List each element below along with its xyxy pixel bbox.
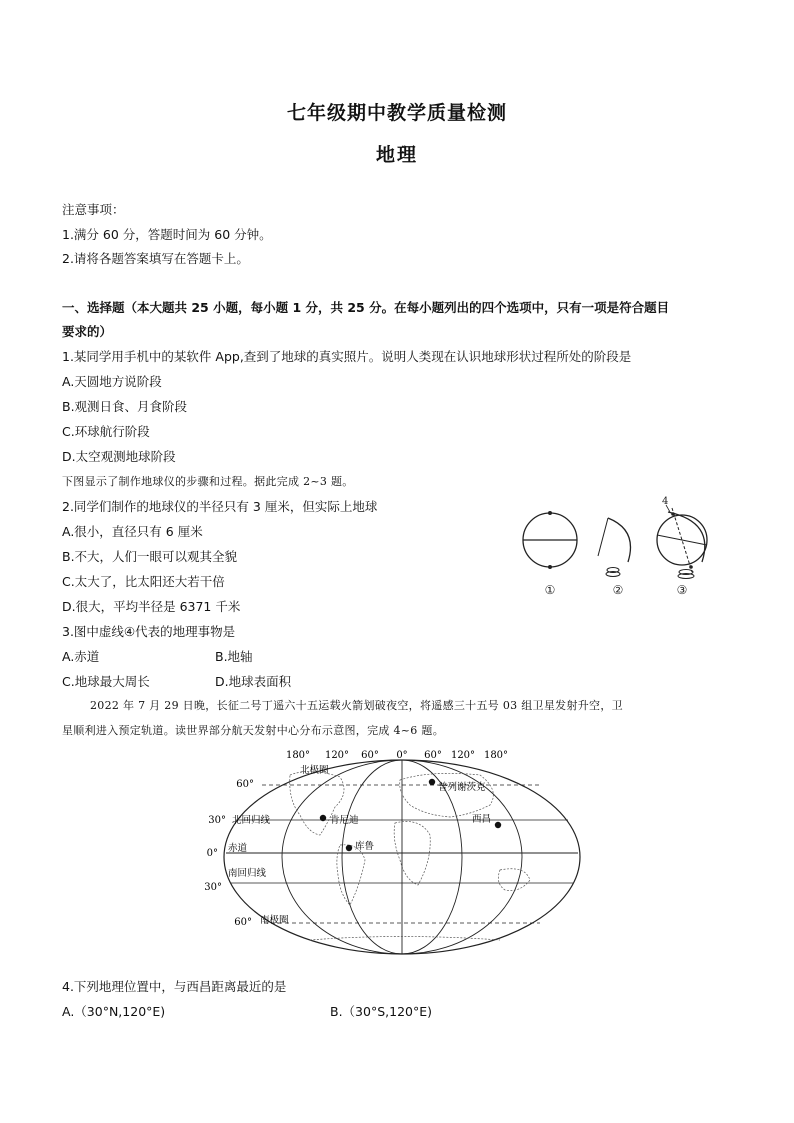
label-tropic-cancer: 北回归线: [232, 815, 271, 826]
continent-outlines: [290, 771, 530, 940]
q2-option-b: B.不大，人们一眼可以观其全貌: [62, 549, 238, 564]
lon-label-120e: 120°: [450, 750, 476, 761]
label-equator: 赤道: [228, 843, 248, 854]
section-heading-line1: 一、选择题（本大题共 25 小题，每小题 1 分，共 25 分。在每小题列出的四个选项中，只有一项是符合题目: [62, 300, 670, 315]
q1-option-b: B.观测日食、月食阶段: [62, 399, 188, 414]
globe-making-figure: [510, 490, 730, 605]
label-axis-4: 4: [662, 496, 669, 507]
lat-label-0: 0°: [206, 848, 218, 859]
q1-stem: 1.某同学用手机中的某软件 App,查到了地球的真实照片。说明人类现在认识地球形状过程所处的阶段是: [62, 349, 632, 364]
globe-step-2: [598, 518, 631, 577]
lat-label-60s: 60°: [234, 917, 252, 928]
lat-label-60n: 60°: [236, 779, 254, 790]
q2-option-d: D.很大，平均半径是 6371 千米: [62, 599, 241, 614]
label-tropic-capricorn: 南回归线: [228, 868, 267, 879]
q1-option-c: C.环球航行阶段: [62, 424, 150, 439]
launch-text-line1: 2022 年 7 月 29 日晚，长征二号丁遥六十五运载火箭划破夜空，将遥感三十五号 03 组卫星发射升空，卫: [90, 699, 623, 712]
globe-intro: 下图显示了制作地球仪的步骤和过程。据此完成 2~3 题。: [62, 475, 354, 488]
q1-option-a: A.天圆地方说阶段: [62, 374, 162, 389]
lat-label-30s: 30°: [204, 882, 222, 893]
site-kourou-label: 库鲁: [355, 841, 375, 852]
q3-stem: 3.图中虚线④代表的地理事物是: [62, 624, 236, 639]
globe-step-1: [523, 511, 577, 569]
exam-title: 七年级期中教学质量检测: [286, 102, 507, 124]
q3-option-b: B.地轴: [215, 649, 253, 664]
label-step-3: ③: [676, 583, 688, 597]
lat-label-30n: 30°: [208, 815, 226, 826]
site-plesetsk-label: 普列谢茨克: [438, 782, 486, 793]
label-antarctic-circle: 南极圈: [260, 915, 289, 926]
q4-option-b: B.（30°S,120°E): [330, 1004, 432, 1019]
q3-option-a: A.赤道: [62, 649, 100, 664]
notice-item-2: 2.请将各题答案填写在答题卡上。: [62, 251, 249, 266]
site-kennedy-marker: [320, 815, 326, 821]
lon-label-0: 0°: [396, 750, 408, 761]
lon-label-180e: 180°: [483, 750, 509, 761]
label-step-2: ②: [612, 583, 624, 597]
q2-option-c: C.太大了，比太阳还大若干倍: [62, 574, 225, 589]
lon-label-180w: 180°: [285, 750, 311, 761]
site-kourou-marker: [346, 845, 352, 851]
notice-heading: 注意事项：: [62, 202, 125, 217]
q1-option-d: D.太空观测地球阶段: [62, 449, 176, 464]
q3-option-d: D.地球表面积: [215, 674, 292, 689]
launch-text-line2: 星顺利进入预定轨道。读世界部分航天发射中心分布示意图，完成 4~6 题。: [62, 724, 445, 737]
q4-option-a: A.（30°N,120°E): [62, 1004, 166, 1019]
site-xichang-label: 西昌: [472, 814, 492, 825]
q3-option-c: C.地球最大周长: [62, 674, 150, 689]
world-launch-map: [200, 745, 600, 960]
q4-stem: 4.下列地理位置中，与西昌距离最近的是: [62, 979, 287, 994]
globe-step-3: [657, 508, 707, 579]
site-kennedy-label: 肯尼迪: [330, 815, 359, 826]
label-arctic-circle: 北极圈: [300, 765, 329, 776]
lon-label-60e: 60°: [424, 750, 442, 761]
section-heading-line2: 要求的）: [62, 324, 113, 339]
subject-title: 地理: [375, 144, 418, 166]
site-plesetsk-marker: [429, 779, 435, 785]
lon-label-120w: 120°: [324, 750, 350, 761]
notice-item-1: 1.满分 60 分，答题时间为 60 分钟。: [62, 227, 272, 242]
q2-option-a: A.很小，直径只有 6 厘米: [62, 524, 203, 539]
label-step-1: ①: [544, 583, 556, 597]
q2-stem: 2.同学们制作的地球仪的半径只有 3 厘米，但实际上地球: [62, 499, 378, 514]
site-xichang-marker: [495, 822, 501, 828]
lon-label-60w: 60°: [361, 750, 379, 761]
